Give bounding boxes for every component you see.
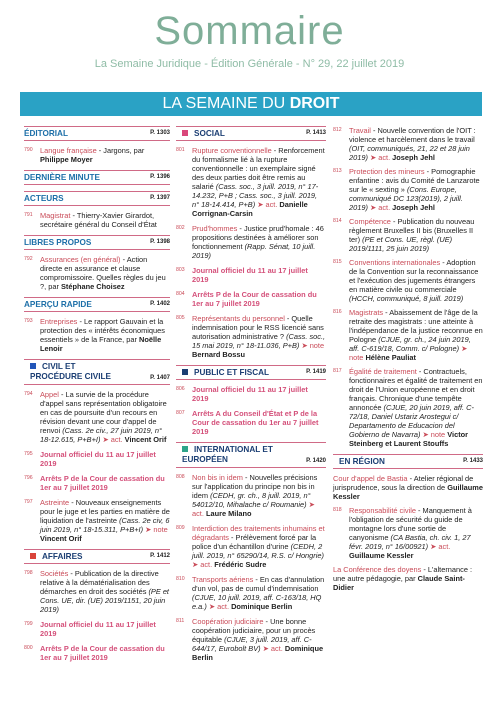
journal-link: Arrêts P de la Cour de cassation du 1er au 7 juillet 2019 [40, 644, 165, 662]
col3-items [333, 126, 483, 448]
entry-number: 815 [333, 259, 342, 265]
toc-entry[interactable]: 791 Magistrat - Thierry-Xavier Girardot, secrétaire général du Conseil d'État [24, 211, 157, 229]
entry-text: - Manquement à l'obligation de sécurité du guide de montagne lors d'une sortie de canyonisme [349, 506, 472, 542]
entry-number: 804 [176, 291, 185, 297]
toc-entry[interactable] [333, 474, 483, 501]
column-2 [176, 126, 326, 668]
entry-arrow: ➤ act. [428, 542, 451, 551]
entry-number: 817 [333, 368, 342, 374]
entry-author: Dominique Berlin [192, 644, 324, 662]
entry-keyword: Protection des mineurs [349, 167, 425, 176]
toc-entry[interactable] [176, 473, 326, 518]
entry-keyword: Égalité de traitement [349, 367, 417, 376]
entry-author: Joseph Jehl [392, 153, 435, 162]
entry-text: - Atelier régional de jurisprudence, sous la direction de [333, 474, 474, 492]
toc-entry[interactable] [24, 390, 170, 444]
entry-author: Bernard Bossu [192, 350, 245, 359]
entry-number: 794 [24, 391, 33, 397]
entry-number: 812 [333, 127, 342, 133]
toc-entry[interactable] [24, 644, 170, 662]
toc-entry[interactable]: 793 Entreprises - Le rapport Gauvain et la protection des « intérêts économiques essentiels » de la France, par Noëlle Lenoir [24, 317, 165, 353]
journal-link: Journal officiel du 11 au 17 juillet 2019 [40, 450, 156, 468]
section-acteurs[interactable]: ACTEURS P. 1397 [24, 191, 170, 206]
entry-keyword: Conventions internationales [349, 258, 441, 267]
page-subtitle: La Semaine Juridique - Édition Générale - N° 29, 22 juillet 2019 [94, 58, 405, 70]
toc-entry[interactable] [333, 506, 483, 560]
entry-number: 797 [24, 499, 33, 505]
toc-entry[interactable] [24, 450, 170, 468]
toc-entry[interactable] [176, 224, 326, 260]
inter-items [176, 473, 326, 662]
toc-entry[interactable] [176, 385, 326, 403]
entry-citation: (CEDH, 2 juill. 2019, n° 65290/14, R.S. c/ Hongrie) [192, 542, 324, 560]
page-ref: P. 1420 [306, 458, 326, 464]
entry-number: 798 [24, 570, 33, 576]
section-en-region[interactable]: EN RÉGION P. 1433 [333, 454, 483, 469]
entry-keyword: Responsabilité civile [349, 506, 416, 515]
entry-author: Danielle Corrignan-Carsin [192, 200, 308, 218]
entry-keyword: Interdiction des traitements inhumains et dégradants [192, 524, 325, 542]
band-prefix: LA SEMAINE DU [162, 95, 290, 112]
entry-keyword: Astreinte [40, 498, 70, 507]
section-social[interactable]: SOCIAL P. 1413 [176, 126, 326, 141]
page-ref: P. 1396 [150, 174, 170, 180]
toc-entry[interactable] [333, 258, 483, 303]
toc-entry[interactable] [176, 575, 326, 611]
page-title: Sommaire [154, 9, 345, 53]
entry-arrow: ➤ note [349, 344, 468, 362]
section-apercu-rapide[interactable]: APERÇU RAPIDE P. 1402 [24, 297, 170, 312]
entry-number: 796 [24, 475, 33, 481]
entry-arrow: ➤ act. [260, 644, 285, 653]
entry-arrow: ➤ act. [255, 200, 280, 209]
entry-author: Vincent Orif [124, 435, 167, 444]
entry-author: Laure Milano [205, 509, 252, 518]
entry-author: Vincent Orif [40, 534, 82, 543]
page-ref: P. 1433 [463, 458, 483, 464]
page-ref: P. 1303 [150, 130, 170, 136]
entry-text: - Justice prud'homale : 46 propositions destinées à améliorer son fonctionnement [192, 224, 324, 251]
section-civil[interactable]: CIVIL ET PROCÉDURE CIVILE P. 1407 [24, 359, 170, 385]
entry-author: Victor Steinberg et Laurent Stouffs [349, 430, 469, 448]
entry-text: - Nouvelle convention de l'OIT : violence et harcèlement dans le travail [349, 126, 476, 144]
entry-number: 811 [176, 618, 185, 624]
toc-entry[interactable] [24, 569, 170, 614]
entry-arrow: ➤ act. [206, 602, 232, 611]
entry-keyword: Travail [349, 126, 371, 135]
entry-citation: (OIT, communiqués, 21, 22 et 28 juin 2019) [349, 144, 470, 162]
journal-link: Arrêts A du Conseil d'État et P de la Cour de cassation du 1er au 7 juillet 2019 [192, 409, 319, 436]
entry-citation: (PE et Cons. UE, dir. (UE) 2019/1151, 20 juin 2019) [40, 587, 169, 614]
entry-number: 801 [176, 147, 185, 153]
toc-entry[interactable]: 790 Langue française - Jargons, par Philippe Moyer [24, 146, 145, 164]
journal-link: Journal officiel du 11 au 17 juillet 2019 [192, 385, 308, 403]
entry-text: - Nouveaux enseignements pour le juge et les parties en matière de liquidation de l'astreinte [40, 498, 170, 525]
page-ref: P. 1419 [306, 369, 326, 375]
section-affaires[interactable]: AFFAIRES P. 1412 [24, 549, 170, 564]
entry-citation: (CJUE, gr. ch., 24 juin 2019, aff. C-619/18, Comm. c/ Pologne) [349, 335, 471, 353]
entry-text: - Adoption de la Convention sur la reconnaissance et l'exécution des jugements étrangers en matière civile ou commerciale [349, 258, 479, 294]
entry-number: 799 [24, 621, 33, 627]
toc-entry[interactable] [333, 126, 483, 162]
entry-keyword: Coopération judiciaire [192, 617, 264, 626]
entry-author: Frédéric Sudre [214, 560, 267, 569]
section-band [20, 92, 482, 116]
toc-entry[interactable] [176, 617, 326, 662]
entry-author: Hélène Pauliat [365, 353, 416, 362]
entry-arrow: ➤ note [299, 341, 325, 350]
entry-number: 802 [176, 225, 185, 231]
entry-arrow: ➤ act. [367, 153, 393, 162]
entry-number: 813 [333, 168, 342, 174]
entry-arrow: ➤ act. [367, 203, 393, 212]
toc-entry-conference[interactable]: La Conférence des doyens - L'alternance : une autre pédagogie, par Claude Saint-Didier [333, 565, 473, 592]
journal-link: Arrêts P de la Cour de cassation du 1er au 7 juillet 2019 [192, 290, 317, 308]
entry-keyword: Compétence [349, 217, 391, 226]
entry-number: 805 [176, 315, 185, 321]
toc-entry[interactable] [24, 620, 170, 638]
journal-link: Journal officiel du 11 au 17 juillet 2019 [40, 620, 156, 638]
page-ref: P. 1412 [150, 553, 170, 559]
entry-text: - Contractuels, fonctionnaires et égalité de traitement en droit de l'Union européenne et en droit français. Chronique d'une tempête annoncée [349, 367, 483, 412]
civil-items [24, 390, 170, 543]
square-marker-icon [182, 369, 188, 375]
social-items [176, 146, 326, 359]
entry-citation: (CA Bastia, ch. civ. 1, 27 févr. 2019, n° 16/00921) [349, 533, 471, 551]
entry-text: - Pornographie enfantine : avis du Comité de Lanzarote sur le « sexting » [349, 167, 480, 194]
square-marker-icon [182, 130, 188, 136]
toc-entry[interactable] [333, 217, 483, 253]
entry-citation: (Cons. Europe, communiqué DC 123(2019), 2 juill. 2019) [349, 185, 463, 212]
toc-entry[interactable] [333, 308, 483, 362]
entry-text: - Quelle indemnisation pour le RSS licencié sans autorisation administrative ? [192, 314, 324, 341]
entry-text: - Publication de la directive relative à la dématérialisation des démarches en droit des sociétés [40, 569, 159, 596]
entry-keyword: Non bis in idem [192, 473, 243, 482]
page-ref: P. 1402 [150, 301, 170, 307]
entry-number: 795 [24, 451, 33, 457]
entry-text: - Une bonne coopération judiciaire, pour un procès équitable [192, 617, 316, 644]
region-items [333, 474, 483, 560]
toc-entry[interactable] [176, 266, 326, 284]
entry-number: 809 [176, 525, 185, 531]
entry-citation: (Cass. soc., 3 juill. 2019, n° 17-14.232, P+B ; Cass. soc., 3 juill. 2019, n° 18-14.414, P+B) [192, 182, 319, 209]
entry-number: 800 [24, 645, 33, 651]
toc-entry[interactable]: 792 Assurances (en général) - Action directe en assurance et clause compromissoire. Quelles règles du jeu ?, par Stéphane Choisez [24, 255, 166, 291]
entry-keyword: Cour d'appel de Bastia [333, 474, 408, 483]
band-bold: DROIT [289, 95, 340, 112]
section-editorial[interactable]: ÉDITORIAL P. 1303 [24, 126, 170, 141]
entry-author: Joseph Jehl [392, 203, 435, 212]
square-marker-icon [182, 446, 188, 452]
square-marker-icon [30, 553, 36, 559]
page-ref: P. 1397 [150, 195, 170, 201]
public-items [176, 385, 326, 436]
entry-text: - En cas d'annulation d'un vol, pas de cumul d'indemnisation [192, 575, 325, 593]
column-3 [333, 126, 483, 597]
entry-text: - La survie de la procédure d'appel sans représentation obligatoire en cas de poursuite d'un recours en révision devant une cour d'appel de renvoi [40, 390, 167, 435]
entry-author: Dominique Berlin [231, 602, 293, 611]
toc-entry[interactable] [24, 498, 170, 543]
entry-arrow: ➤ act. [192, 500, 315, 518]
entry-keyword: Transports aériens [192, 575, 254, 584]
entry-number: 807 [176, 410, 185, 416]
entry-text: - Abaissement de l'âge de la retraite des magistrats : une atteinte à l'indépendance de la justice reconnue en Pologne [349, 308, 483, 344]
affaires-items [24, 569, 170, 662]
entry-citation: (CJUE, 20 juin 2019, aff. C-72/18, Daniel Ustariz Arostegui c/ Departamento de Educacion del Gobierno de Navarra) [349, 403, 474, 439]
entry-keyword: Appel [40, 390, 59, 399]
toc-entry[interactable] [176, 314, 326, 359]
entry-keyword: Sociétés [40, 569, 69, 578]
toc-entry[interactable] [333, 367, 483, 448]
section-derniere-minute[interactable]: DERNIÈRE MINUTE P. 1396 [24, 170, 170, 185]
section-international[interactable]: INTERNATIONAL ET EUROPÉEN P. 1420 [176, 442, 326, 468]
entry-text: - Prélèvement forcé par la police d'un échantillon d'urine [192, 533, 317, 551]
entry-citation: (Cass. soc., 15 mai 2019, n° 18-11.036, P+B) [192, 332, 326, 350]
entry-number: 814 [333, 218, 342, 224]
entry-citation: (PE et Cons. UE, règl. (UE) 2019/1111, 25 juin 2019) [349, 235, 453, 253]
entry-arrow: ➤ act. [192, 560, 215, 569]
section-libres-propos[interactable]: LIBRES PROPOS P. 1398 [24, 235, 170, 250]
journal-link: Arrêts P de la Cour de cassation du 1er au 7 juillet 2019 [40, 474, 165, 492]
square-marker-icon [30, 363, 36, 369]
toc-entry[interactable] [333, 167, 483, 212]
toc-entry[interactable] [176, 409, 326, 436]
entry-text: - Renforcement du formalisme lié à la rupture conventionnelle : un exemplaire signé des deux parties doit être remis au salarié [192, 146, 325, 191]
entry-citation: (CEDH, gr. ch., 8 juill. 2019, n° 54012/10, Mihalache c/ Roumanie) [192, 491, 311, 509]
column-1 [24, 126, 170, 668]
entry-keyword: Magistrats [349, 308, 384, 317]
entry-number: 816 [333, 309, 342, 315]
entry-number: 808 [176, 474, 185, 480]
entry-number: 806 [176, 386, 185, 392]
entry-citation: (CJUE, 3 juill. 2019, aff. C-644/17, Eurobolt BV) [192, 635, 312, 653]
entry-arrow: ➤ note [143, 525, 168, 534]
entry-citation: (CJUE, 10 juill. 2019, aff. C-163/18, HQ e.a.) [192, 593, 322, 611]
section-public-fiscal[interactable]: PUBLIC ET FISCAL P. 1419 [176, 365, 326, 380]
page-ref: P. 1398 [150, 239, 170, 245]
page-ref: P. 1413 [306, 130, 326, 136]
entry-citation: (Cass. 2e civ, 6 juin 2019, n° 18-15.311, P+B+I) [40, 516, 170, 534]
toc-entry[interactable] [24, 474, 170, 492]
entry-author: Guillaume Kessler [333, 483, 483, 501]
entry-keyword: Rupture conventionnelle [192, 146, 272, 155]
journal-link: Journal officiel du 11 au 17 juillet 2019 [192, 266, 308, 284]
entry-number: 803 [176, 267, 185, 273]
entry-arrow: ➤ act. [100, 435, 125, 444]
page-ref: P. 1407 [150, 375, 170, 381]
toc-entry[interactable] [176, 290, 326, 308]
toc-entry[interactable] [176, 524, 326, 569]
entry-citation: (HCCH, communiqué, 8 juill. 2019) [349, 294, 464, 303]
entry-keyword: Représentants du personnel [192, 314, 285, 323]
entry-text: - Publication du nouveau règlement Bruxelles II bis (Bruxelles II ter) [349, 217, 475, 244]
entry-citation: (Cass. 2e civ., 27 juin 2019, n° 18-12.615, P+B+I) [40, 426, 162, 444]
toc-entry[interactable] [176, 146, 326, 218]
entry-number: 810 [176, 576, 185, 582]
entry-keyword: Prud'hommes [192, 224, 238, 233]
entry-text: - Nouvelles précisions sur l'application du principe non bis in idem [192, 473, 318, 500]
entry-citation: (Rapp. Sénat, 10 juill. 2019) [192, 242, 316, 260]
entry-number: 818 [333, 507, 342, 513]
entry-arrow: ➤ note [420, 430, 448, 439]
entry-author: Guillaume Kessler [349, 551, 414, 560]
